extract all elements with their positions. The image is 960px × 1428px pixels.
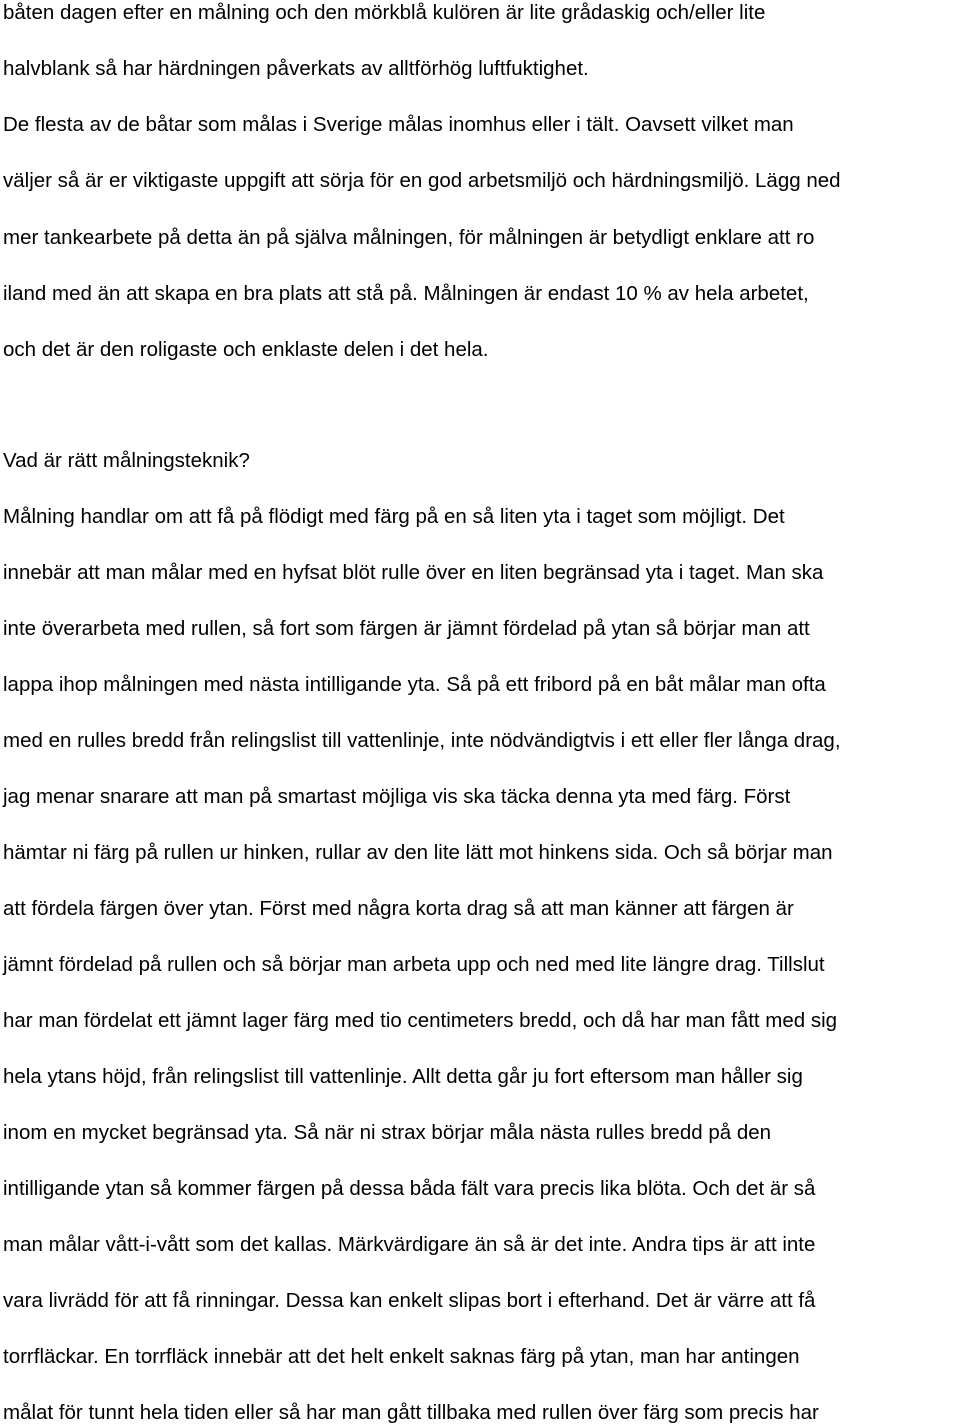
text-line: lappa ihop målningen med nästa intilligande yta. Så på ett fribord på en båt målar man ofta xyxy=(3,673,826,696)
text-line: hela ytans höjd, från relingslist till vattenlinje. Allt detta går ju fort eftersom man håller sig xyxy=(3,1065,803,1088)
text-line: målat för tunnt hela tiden eller så har man gått tillbaka med rullen över färg som precis har xyxy=(3,1401,819,1424)
text-line: mer tankearbete på detta än på själva målningen, för målningen är betydligt enklare att ro xyxy=(3,226,815,249)
section-heading: Vad är rätt målningsteknik? xyxy=(3,449,250,472)
text-line: man målar vått-i-vått som det kallas. Märkvärdigare än så är det inte. Andra tips är att inte xyxy=(3,1233,816,1256)
text-line: har man fördelat ett jämnt lager färg med tio centimeters bredd, och då har man fått med sig xyxy=(3,1009,838,1032)
text-line: inte överarbeta med rullen, så fort som färgen är jämnt fördelad på ytan så börjar man att xyxy=(3,617,810,640)
text-line: och det är den roligaste och enklaste delen i det hela. xyxy=(3,338,489,361)
text-line: jämnt fördelad på rullen och så börjar man arbeta upp och ned med lite längre drag. Tillslut xyxy=(3,953,825,976)
text-line: iland med än att skapa en bra plats att stå på. Målningen är endast 10 % av hela arbetet, xyxy=(3,282,809,305)
text-line: Målning handlar om att få på flödigt med färg på en så liten yta i taget som möjligt. Det xyxy=(3,505,785,528)
text-line: intilligande ytan så kommer färgen på dessa båda fält vara precis lika blöta. Och det är så xyxy=(3,1177,816,1200)
text-line: jag menar snarare att man på smartast möjliga vis ska täcka denna yta med färg. Först xyxy=(3,785,791,808)
text-line: innebär att man målar med en hyfsat blöt rulle över en liten begränsad yta i taget. Man ska xyxy=(3,561,824,584)
text-line: vara livrädd för att få rinningar. Dessa kan enkelt slipas bort i efterhand. Det är värre att få xyxy=(3,1289,816,1312)
text-line: väljer så är er viktigaste uppgift att sörja för en god arbetsmiljö och härdningsmiljö. Lägg ned xyxy=(3,169,841,192)
text-line: hämtar ni färg på rullen ur hinken, rullar av den lite lätt mot hinkens sida. Och så börjar man xyxy=(3,841,833,864)
text-line: torrfläckar. En torrfläck innebär att det helt enkelt saknas färg på ytan, man har antingen xyxy=(3,1345,800,1368)
text-line: att fördela färgen över ytan. Först med några korta drag så att man känner att färgen är xyxy=(3,897,794,920)
text-line: halvblank så har härdningen påverkats av alltförhög luftfuktighet. xyxy=(3,57,589,80)
text-line: med en rulles bredd från relingslist till vattenlinje, inte nödvändigtvis i ett eller fler långa drag, xyxy=(3,729,841,752)
text-line: De flesta av de båtar som målas i Sverige målas inomhus eller i tält. Oavsett vilket man xyxy=(3,113,794,136)
text-line: båten dagen efter en målning och den mörkblå kulören är lite grådaskig och/eller lite xyxy=(3,1,766,24)
text-line: inom en mycket begränsad yta. Så när ni strax börjar måla nästa rulles bredd på den xyxy=(3,1121,772,1144)
